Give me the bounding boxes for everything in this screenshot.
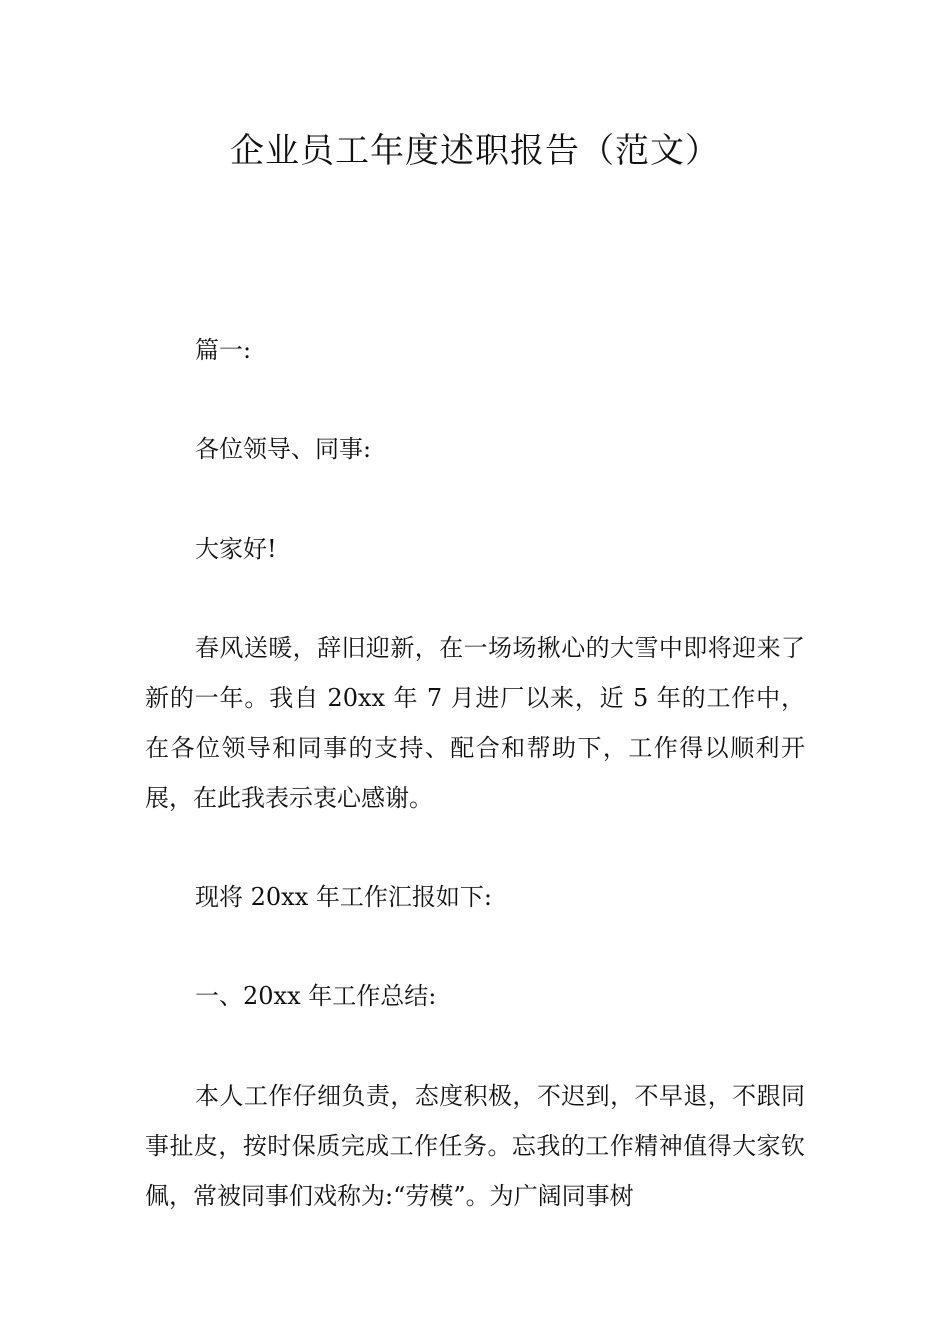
greeting: 大家好! [195,535,277,563]
intro-paragraph: 春风送暖，辞旧迎新，在一场场揪心的大雪中即将迎来了新的一年。我自 20xx 年 7 月进厂以来，近 5 年的工作中，在各位领导和同事的支持、配合和帮助下，工作得以顺利开展，在此我表示衷心感谢。 [145,634,805,812]
salutation: 各位领导、同事: [195,435,372,463]
section-label: 篇一: [195,336,252,364]
section-heading: 一、20xx 年工作总结: [195,982,437,1010]
report-lead: 现将 20xx 年工作汇报如下: [195,883,492,911]
document-title: 企业员工年度述职报告（范文） [230,131,720,171]
body-paragraph: 本人工作仔细负责，态度积极，不迟到，不早退，不跟同事扯皮，按时保质完成工作任务。忘我的工作精神值得大家钦佩，常被同事们戏称为:“劳模”。为广阔同事树 [145,1082,805,1210]
